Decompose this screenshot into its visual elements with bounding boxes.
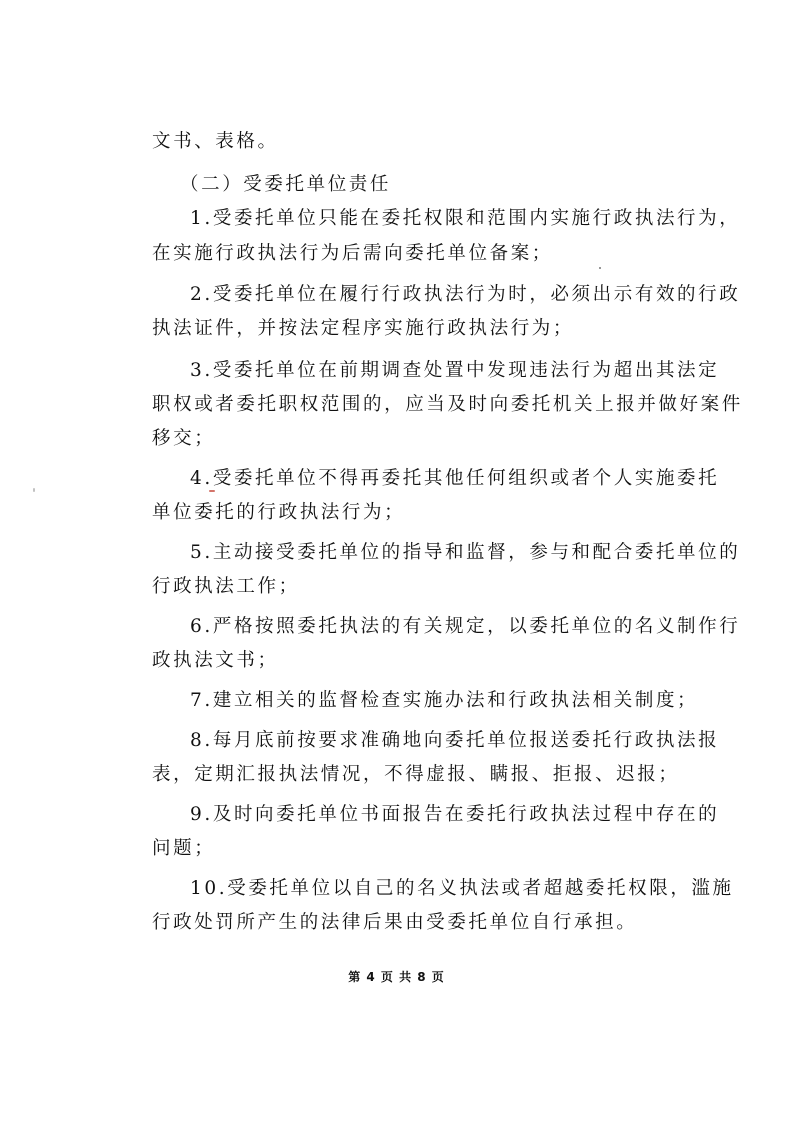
text-line: 4.受委托单位不得再委托其他任何组织或者个人实施委托 [190,468,720,489]
text-line: 职权或者委托职权范围的，应当及时向委托机关上报并做好案件 [152,394,743,415]
text-line: 文书、表格。 [152,131,279,152]
scan-speck [33,488,35,492]
text-line: 行政处罚所产生的法律后果由受委托单位自行承担。 [152,912,638,933]
text-line: 9.及时向委托单位书面报告在委托行政执法过程中存在的 [190,804,720,825]
text-line: 行政执法工作； [152,576,300,597]
text-line: 移交； [152,428,216,449]
text-line: 执法证件，并按法定程序实施行政执法行为； [152,318,575,339]
text-line: 问题； [152,838,216,859]
text-line: 2.受委托单位在履行行政执法行为时，必须出示有效的行政 [190,284,741,305]
text-line: 单位委托的行政执法行为； [152,502,406,523]
text-line: 5.主动接受委托单位的指导和监督，参与和配合委托单位的 [190,542,741,563]
scan-speck [209,490,215,492]
page-number-footer: 第 4 页 共 8 页 [348,970,445,984]
section-heading: （二）受委托单位责任 [180,174,392,195]
text-line: 1.受委托单位只能在委托权限和范围内实施行政执法行为， [190,208,741,229]
text-line: 表，定期汇报执法情况，不得虚报、瞒报、拒报、迟报； [152,764,680,785]
text-line: 6.严格按照委托执法的有关规定，以委托单位的名义制作行 [190,616,741,637]
text-line: 7.建立相关的监督检查实施办法和行政执法相关制度； [190,690,699,711]
text-line: 政执法文书； [152,650,279,671]
text-line: 10.受委托单位以自己的名义执法或者超越委托权限，滥施 [190,878,734,899]
text-line: 在实施行政执法行为后需向委托单位备案； [152,243,553,264]
scan-speck [599,267,601,269]
text-line: 3.受委托单位在前期调查处置中发现违法行为超出其法定 [190,360,720,381]
text-line: 8.每月底前按要求准确地向委托单位报送委托行政执法报 [190,730,720,751]
